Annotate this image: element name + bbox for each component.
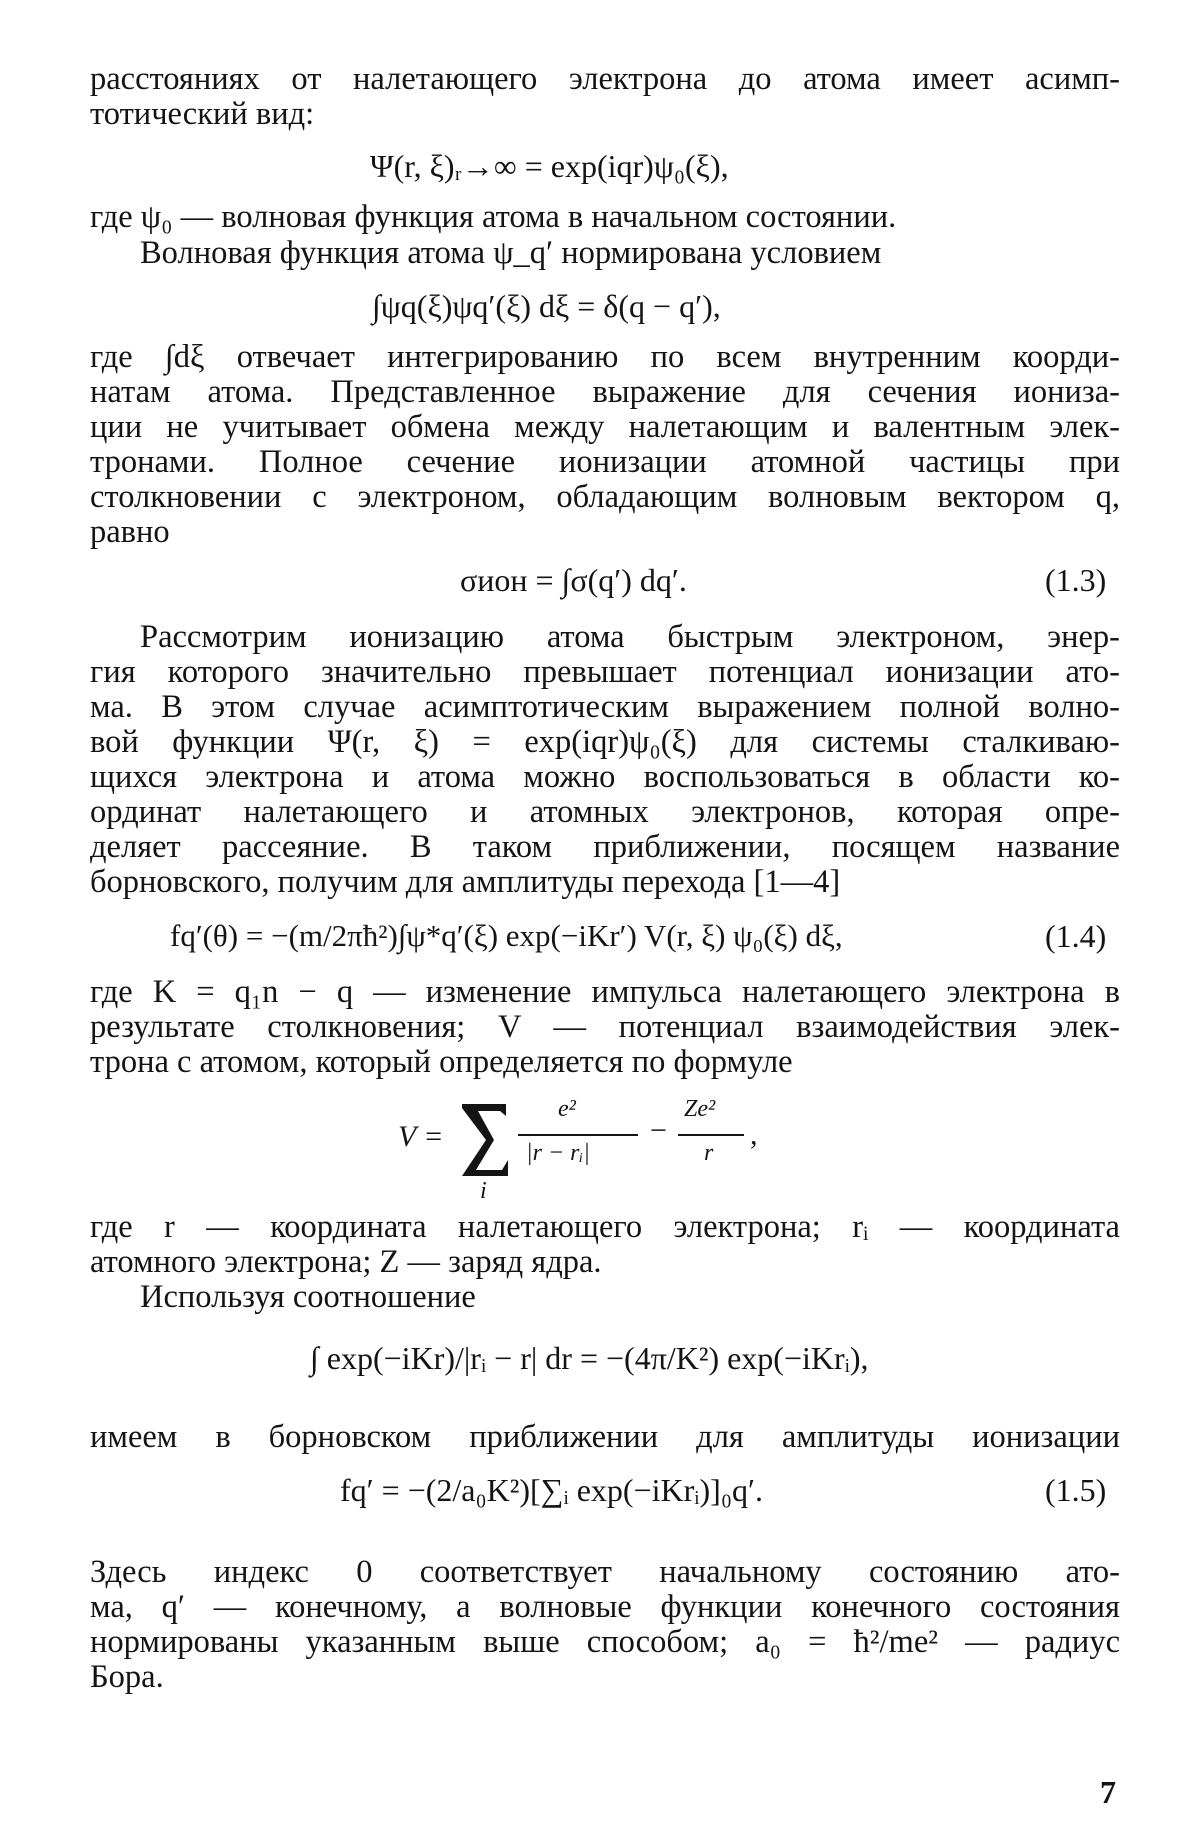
formula-interaction-potential xyxy=(398,1098,818,1208)
summation-sign xyxy=(460,1102,510,1178)
comma: , xyxy=(750,1118,758,1151)
text-line: Используя соотношение xyxy=(140,1279,476,1315)
text-line: где ∫dξ отвечает интегрированию по всем внутренним коорди- xyxy=(90,339,1120,375)
formula-normalization: ∫ψq(ξ)ψq′(ξ) dξ = δ(q − q′), xyxy=(372,288,721,324)
summation-index: i xyxy=(480,1178,487,1204)
text-line: ма, q′ — конечному, а волновые функции конечного состояния xyxy=(90,1589,1120,1625)
denominator: |r − rᵢ| xyxy=(526,1140,590,1166)
text-line: где ψ₀ — волновая функция атома в начальном состоянии. xyxy=(90,199,897,235)
formula-lhs: V = xyxy=(398,1120,444,1153)
denominator: r xyxy=(704,1140,714,1166)
text-line: Здесь индекс 0 соответствует начальному состоянию ато- xyxy=(90,1554,1120,1590)
text-line: расстояниях от налетающего электрона до атома имеет асимп- xyxy=(90,61,1120,97)
text-line: тронами. Полное сечение ионизации атомной частицы при xyxy=(90,444,1120,480)
minus-sign: − xyxy=(650,1114,667,1147)
formula-fourier-integral: ∫ exp(−iKr)/|rᵢ − r| dr = −(4π/K²) exp(−iKrᵢ), xyxy=(310,1340,869,1376)
formula-asymptotic-wavefunction: Ψ(r, ξ)ᵣ→∞ = exp(iqr)ψ₀(ξ), xyxy=(370,148,729,184)
text-line: деляет рассеяние. В таком приближении, посящем название xyxy=(90,829,1120,865)
fraction-bar xyxy=(518,1134,638,1136)
text-line: столкновении с электроном, обладающим волновым вектором q, xyxy=(90,479,1120,515)
formula-total-cross-section: σион = ∫σ(q′) dq′. xyxy=(460,562,687,598)
text-line: борновского, получим для амплитуды перехода [1—4] xyxy=(90,864,841,900)
text-line: вой функции Ψ(r, ξ) = exp(iqr)ψ₀(ξ) для системы сталкиваю- xyxy=(90,724,1120,760)
text-line: гия которого значительно превышает потенциал ионизации ато- xyxy=(90,654,1120,690)
text-line: натам атома. Представленное выражение для сечения иониза- xyxy=(90,374,1120,410)
text-line: нормированы указанным выше способом; a₀ = ħ²/me² — радиус xyxy=(90,1624,1120,1660)
text-line: результате столкновения; V — потенциал взаимодействия элек- xyxy=(90,1009,1120,1045)
text-line: где K = q₁n − q — изменение импульса налетающего электрона в xyxy=(90,974,1120,1010)
text-line: атомного электрона; Z — заряд ядра. xyxy=(90,1244,602,1280)
numerator: e² xyxy=(558,1096,576,1122)
text-line: щихся электрона и атома можно воспользоваться в области ко- xyxy=(90,759,1120,795)
text-line: равно xyxy=(90,514,170,550)
formula-born-amplitude: fq′(θ) = −(m/2πħ²)∫ψ*q′(ξ) exp(−iKr′) V(r, ξ) ψ₀(ξ) dξ, xyxy=(170,918,843,953)
text-line: Бора. xyxy=(90,1659,164,1695)
numerator: Ze² xyxy=(684,1096,716,1122)
text-line: где r — координата налетающего электрона; rᵢ — координата xyxy=(90,1209,1120,1245)
text-line: ма. В этом случае асимптотическим выражением полной волно- xyxy=(90,689,1120,725)
text-line: трона с атомом, который определяется по формуле xyxy=(90,1044,793,1080)
text-line: Рассмотрим ионизацию атома быстрым электроном, энер- xyxy=(140,619,1120,655)
text-line: имеем в борновском приближении для амплитуды ионизации xyxy=(90,1419,1120,1455)
text-line: тотический вид: xyxy=(90,96,315,132)
equation-number: (1.4) xyxy=(1045,918,1107,954)
fraction-bar xyxy=(678,1134,744,1136)
page-number: 7 xyxy=(1100,1774,1116,1810)
text-line: ции не учитывает обмена между налетающим и валентным элек- xyxy=(90,409,1120,445)
equation-number: (1.3) xyxy=(1045,562,1107,598)
text-line: ординат налетающего и атомных электронов, которая опре- xyxy=(90,794,1120,830)
equation-number: (1.5) xyxy=(1045,1472,1107,1508)
formula-ionization-amplitude: fq′ = −(2/a₀K²)[∑ᵢ exp(−iKrᵢ)]₀q′. xyxy=(340,1472,763,1508)
text-line: Волновая функция атома ψ_q′ нормирована условием xyxy=(140,235,882,271)
